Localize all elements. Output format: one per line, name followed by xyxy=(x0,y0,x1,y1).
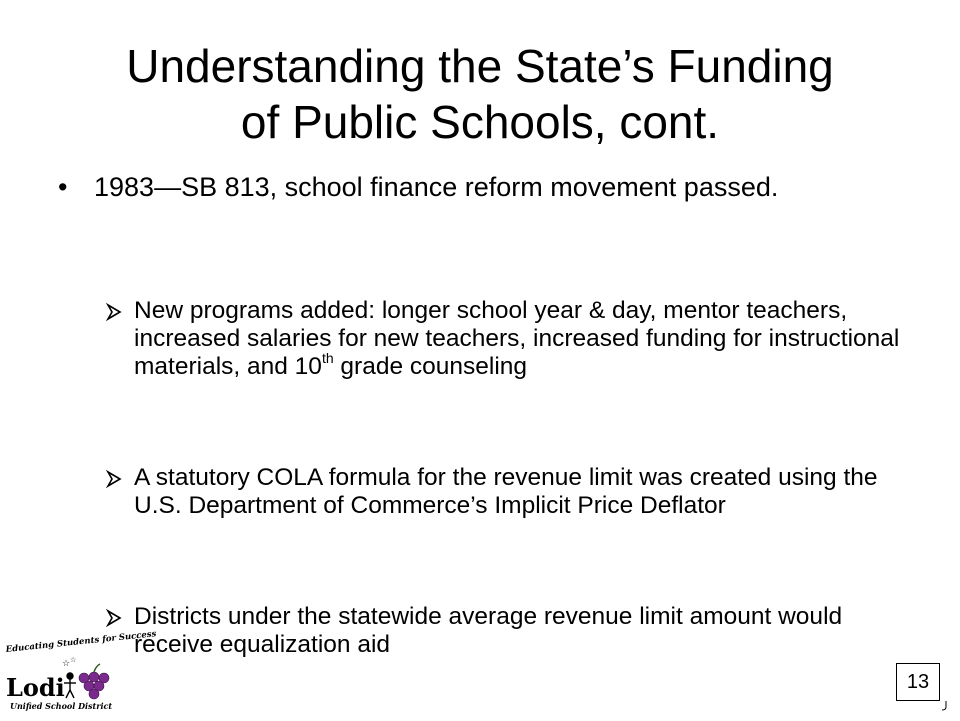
title-line-1: Understanding the State’s Funding xyxy=(126,40,834,92)
bullet-dot-icon: • xyxy=(58,172,68,202)
ordinal-superscript: th xyxy=(321,349,334,366)
sub-bullet-text-part1: New programs added: longer school year & day, mentor teachers, increased salaries for new teachers, increased funding for instructional materials, and 10 xyxy=(134,297,900,380)
arrow-bullet-icon xyxy=(104,603,130,635)
arrow-bullet-icon xyxy=(104,297,130,329)
slide-title xyxy=(40,38,920,150)
corner-mark-icon xyxy=(940,699,948,713)
page-number-box xyxy=(896,663,940,701)
arrow-bullet-icon xyxy=(104,464,130,496)
sub-bullet-text-part2: grade counseling xyxy=(333,353,528,380)
sub-bullet-text xyxy=(134,297,904,381)
sub-bullet-new-programs xyxy=(104,297,904,381)
sub-bullet-cola-formula xyxy=(104,464,904,520)
svg-text:☆: ☆ xyxy=(62,658,71,668)
main-bullet xyxy=(58,172,878,203)
title-line-2: of Public Schools, cont. xyxy=(240,96,720,148)
logo-graphic xyxy=(4,629,157,716)
svg-text:Educating Students for Success: Educating Students for Success xyxy=(5,629,157,655)
svg-text:☆: ☆ xyxy=(70,657,77,664)
sub-bullet-text: A statutory COLA formula for the revenue limit was created using the U.S. Department of Commerce’s Implicit Price Deflator xyxy=(134,464,878,519)
svg-text:Lodi: Lodi xyxy=(6,673,65,702)
svg-text:Unified School District: Unified School District xyxy=(10,701,113,711)
main-bullet-text: 1983—SB 813, school finance reform movement passed. xyxy=(94,172,779,202)
sub-bullet-equalization-aid xyxy=(104,603,904,659)
lodi-usd-logo xyxy=(4,629,157,716)
page-number: 13 xyxy=(906,671,930,693)
sub-bullet-text: Districts under the statewide average revenue limit amount would receive equalization aid xyxy=(134,603,843,658)
